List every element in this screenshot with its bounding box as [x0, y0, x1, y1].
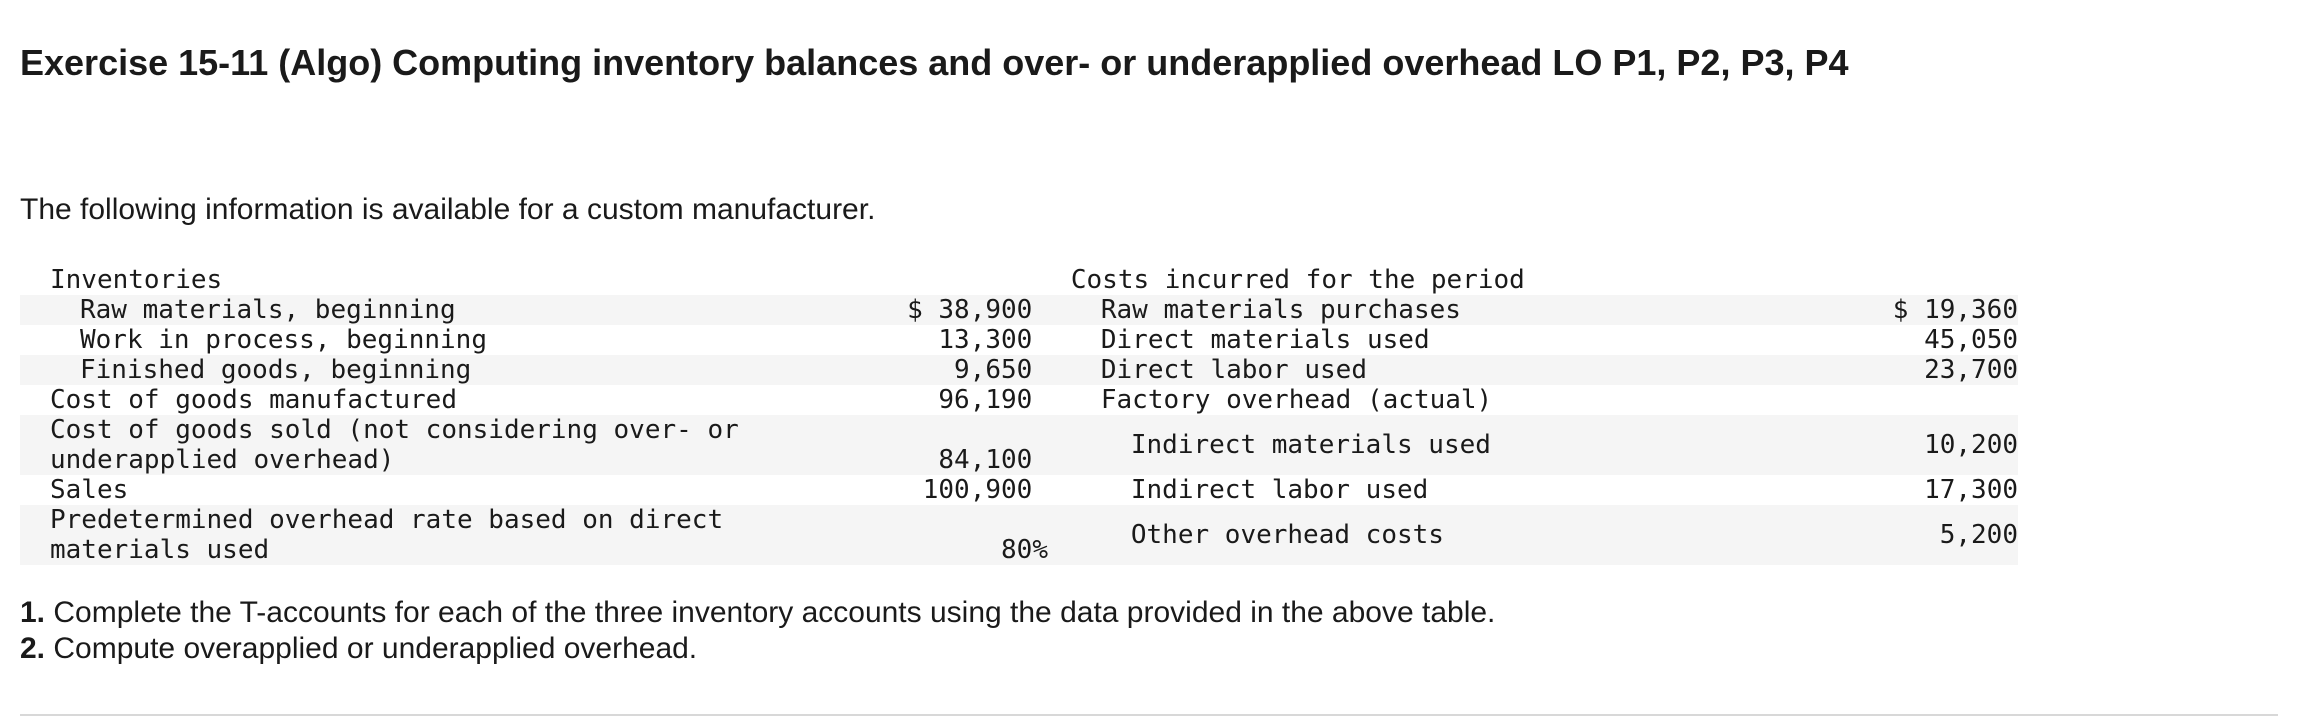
table-row	[20, 505, 2018, 565]
question-item	[20, 631, 1495, 667]
row-suffix	[1032, 385, 1059, 415]
section-divider	[20, 714, 2278, 716]
row-suffix	[1032, 325, 1059, 355]
question-text: Compute overapplied or underapplied overhead.	[53, 632, 698, 665]
row-label: Cost of goods sold (not considering over- or underapplied overhead)	[50, 415, 739, 475]
table-row	[20, 295, 2018, 325]
row-suffix	[1032, 355, 1059, 385]
row-value: $ 19,360	[1845, 295, 2018, 325]
question-number: 2.	[20, 632, 46, 665]
row-value: 10,200	[1845, 415, 2018, 475]
row-label: Raw materials purchases	[1071, 295, 1845, 325]
row-value: 9,650	[879, 355, 1032, 385]
table-row	[20, 325, 2018, 355]
row-label: Other overhead costs	[1071, 505, 1845, 565]
row-value: 23,700	[1845, 355, 2018, 385]
intro-text: The following information is available for a custom manufacturer.	[20, 193, 876, 226]
row-value: 17,300	[1845, 475, 2018, 505]
row-suffix	[1032, 475, 1059, 505]
row-value: $ 38,900	[879, 295, 1032, 325]
row-label: Factory overhead (actual)	[1071, 385, 1845, 415]
row-label: Indirect materials used	[1071, 415, 1845, 475]
row-label: Direct materials used	[1071, 325, 1845, 355]
row-value: 100,900	[879, 475, 1032, 505]
table-row	[20, 415, 2018, 475]
question-text: Complete the T-accounts for each of the three inventory accounts using the data provided in the above table.	[53, 596, 1496, 629]
row-label: Finished goods, beginning	[20, 355, 879, 385]
cost-data-table	[20, 265, 2018, 565]
row-label: Work in process, beginning	[20, 325, 879, 355]
questions-list	[20, 595, 1495, 667]
row-value: 80	[879, 505, 1032, 565]
row-value: 13,300	[879, 325, 1032, 355]
row-label: Predetermined overhead rate based on direct materials used	[50, 505, 724, 565]
row-value: 96,190	[879, 385, 1032, 415]
row-label: Indirect labor used	[1071, 475, 1845, 505]
table-row	[20, 355, 2018, 385]
table-row	[20, 475, 2018, 505]
right-section-header: Costs incurred for the period	[1071, 265, 1845, 295]
table-row	[20, 265, 2018, 295]
row-label: Direct labor used	[1071, 355, 1845, 385]
row-label: Raw materials, beginning	[20, 295, 879, 325]
row-value: 84,100	[879, 415, 1032, 475]
row-label: Sales	[20, 475, 879, 505]
row-value: 5,200	[1845, 505, 2018, 565]
row-label: Cost of goods manufactured	[20, 385, 879, 415]
table-row	[20, 385, 2018, 415]
exercise-title: Exercise 15-11 (Algo) Computing inventory balances and over- or underapplied overhead LO P1, P2, P3, P4	[20, 42, 1849, 83]
row-suffix	[1032, 295, 1059, 325]
row-suffix: %	[1032, 505, 1059, 565]
row-value	[1845, 385, 2018, 415]
question-item	[20, 595, 1495, 631]
question-number: 1.	[20, 596, 46, 629]
left-section-header: Inventories	[20, 265, 879, 295]
row-suffix	[1032, 415, 1059, 475]
row-value: 45,050	[1845, 325, 2018, 355]
